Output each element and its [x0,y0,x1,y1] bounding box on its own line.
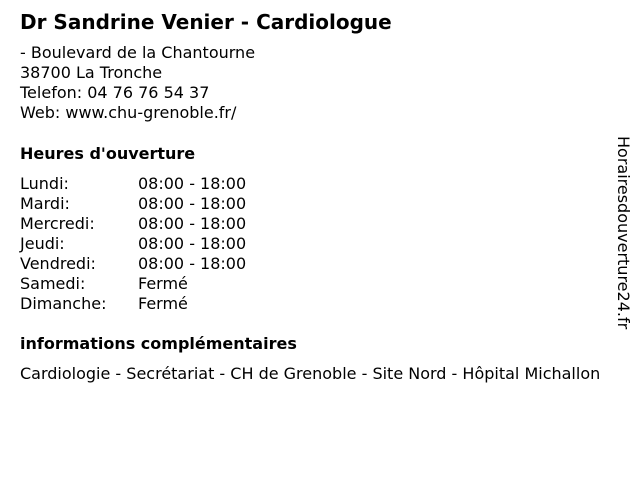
hours-row-thursday [20,234,246,254]
hours-row-wednesday [20,214,246,234]
day-hours: 08:00 - 18:00 [138,194,247,213]
day-label: Mercredi: [20,214,95,233]
day-label: Lundi: [20,174,69,193]
day-label: Dimanche: [20,294,107,313]
opening-hours-table [20,174,246,314]
day-hours: 08:00 - 18:00 [138,254,247,273]
opening-hours-heading: Heures d'ouverture [20,144,196,163]
watermark [612,136,634,344]
additional-info-heading: informations complémentaires [20,334,297,353]
phone-number: Telefon: 04 76 76 54 37 [20,83,210,102]
website-link[interactable]: Web: www.chu-grenoble.fr/ [20,103,237,122]
day-hours: 08:00 - 18:00 [138,234,247,253]
day-hours: 08:00 - 18:00 [138,214,247,233]
additional-info-text: Cardiologie - Secrétariat - CH de Grenoble - Site Nord - Hôpital Michallon [20,364,601,383]
hours-row-sunday [20,294,246,314]
day-label: Mardi: [20,194,70,213]
hours-row-tuesday [20,194,246,214]
address-street: - Boulevard de la Chantourne [20,43,256,62]
hours-row-friday [20,254,246,274]
contact-block [20,43,255,123]
day-label: Samedi: [20,274,86,293]
day-hours: Fermé [138,274,188,293]
address-city: 38700 La Tronche [20,63,163,82]
watermark-text: Horairesdouverture24.fr [614,136,633,330]
day-label: Jeudi: [20,234,65,253]
hours-row-monday [20,174,246,194]
day-hours: Fermé [138,294,188,313]
day-hours: 08:00 - 18:00 [138,174,247,193]
day-label: Vendredi: [20,254,96,273]
business-title: Dr Sandrine Venier - Cardiologue [20,10,392,34]
hours-row-saturday [20,274,246,294]
